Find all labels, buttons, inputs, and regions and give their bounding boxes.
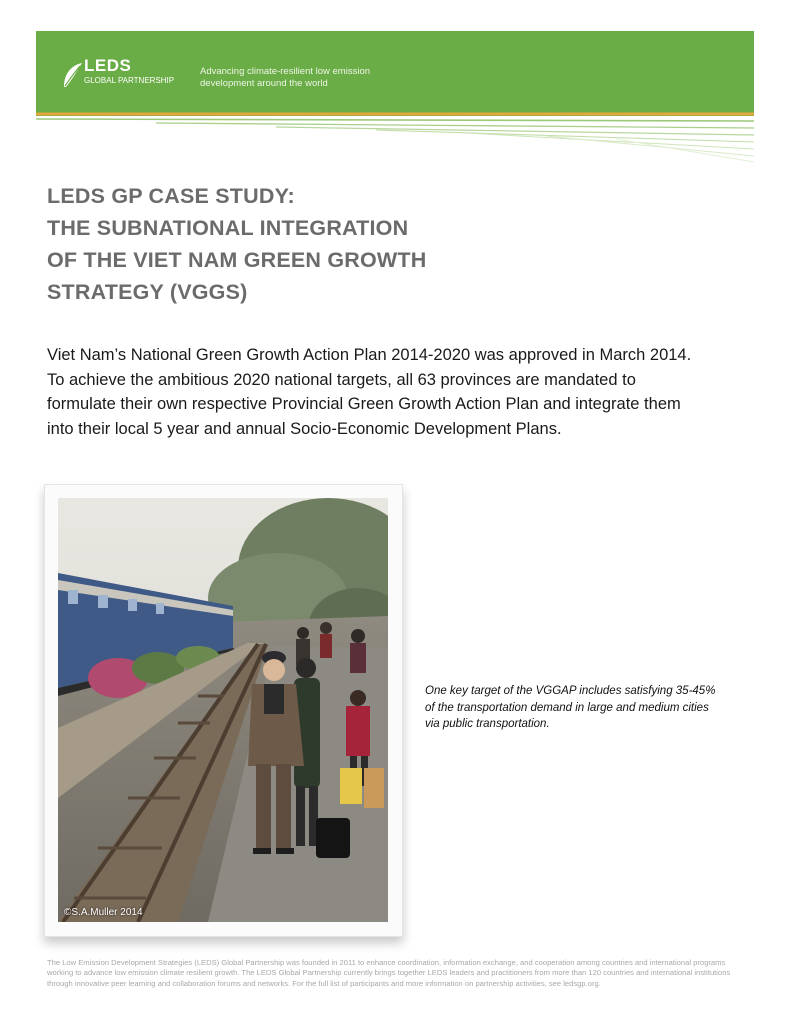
tagline: [200, 66, 400, 90]
leds-logo[interactable]: [62, 57, 188, 91]
title-line: OF THE VIET NAM GREEN GROWTH: [47, 248, 427, 272]
photo-credit: ©S.A.Muller 2014: [64, 907, 143, 918]
leaf-logo-icon: [62, 59, 84, 89]
title-line: STRATEGY (VGGS): [47, 280, 248, 304]
title-line: THE SUBNATIONAL INTEGRATION: [47, 216, 409, 240]
railway-platform-photo: [58, 498, 388, 922]
header-banner: [36, 31, 754, 116]
photo-frame: [44, 484, 403, 937]
tagline-line-2: development around the world: [200, 78, 328, 89]
photo-caption: One key target of the VGGAP includes satisfying 35-45% of the transportation demand in large and medium cities via public transportation.: [425, 685, 716, 730]
logo-subtitle: GLOBAL PARTNERSHIP: [84, 76, 175, 85]
logo-name: LEDS: [84, 56, 132, 75]
header-stripes: [36, 112, 754, 164]
title-line: LEDS GP CASE STUDY:: [47, 184, 295, 208]
footer-about: The Low Emission Development Strategies (LEDS) Global Partnership was founded in 2011 to enhance coordination, information exchange, and cooperation among countries and international programs working to advance low emission climate resilient growth. The LEDS Global Partnership currently brings together LEDS leaders and practitioners from more than 120 countries and international institutions through innovative peer learning and collaboration forums and networks. For the full list of participants and more information on partnership activities, see ledsgp.org.: [47, 958, 731, 988]
page-title: [47, 180, 527, 308]
tagline-line-1: Advancing climate-resilient low emission: [200, 66, 371, 77]
intro-paragraph: Viet Nam’s National Green Growth Action Plan 2014-2020 was approved in March 2014. To achieve the ambitious 2020 national targets, all 63 provinces are mandated to formulate their own respective Provincial Green Growth Action Plan and integrate them into their local 5 year and annual Socio-Economic Development Plans.: [47, 346, 692, 438]
